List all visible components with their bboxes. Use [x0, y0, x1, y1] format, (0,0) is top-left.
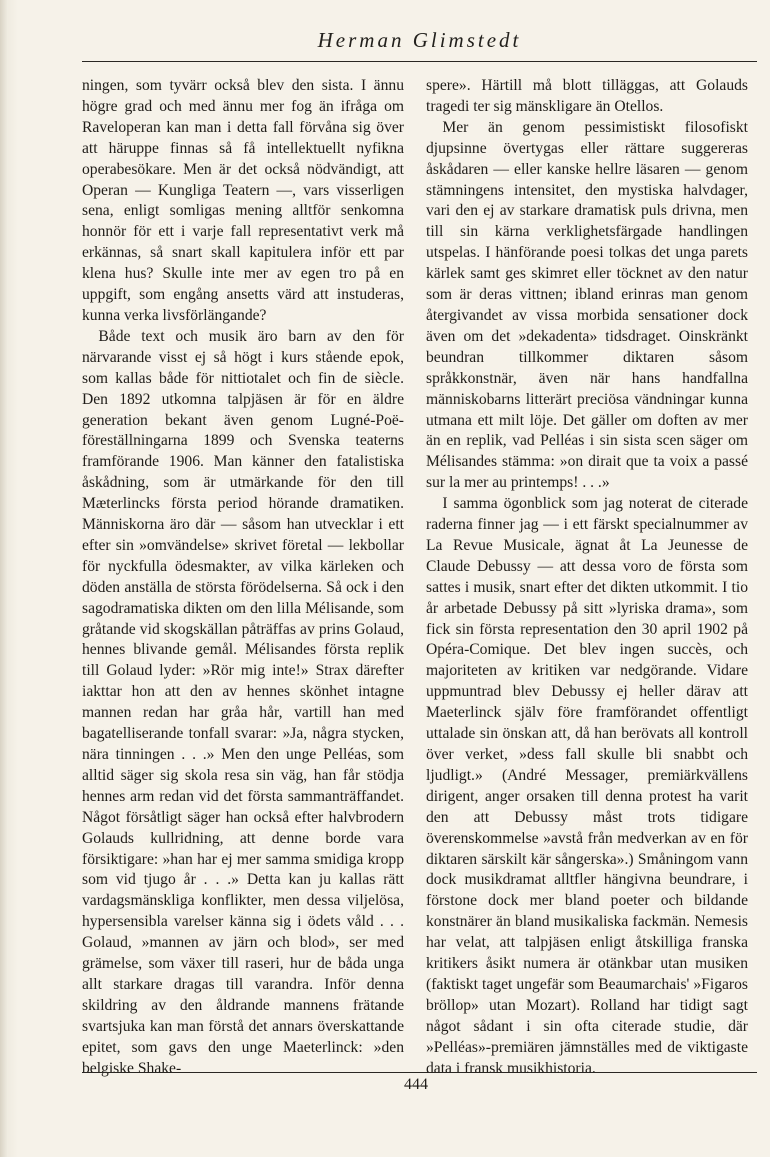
header-rule: [82, 61, 757, 62]
page-gutter-shadow: [0, 0, 8, 1157]
paragraph: Både text och musik äro barn av den för närvarande visst ej så högt i kurs stående epok, som kallas både för nittiotalet och fin de siècle. Den 1892 utkomna talpjäsen är för en äldre generation bekant även genom Lugné-Poë-föreställningarna 1899 och Svenska teaterns framförande 1906. Man känner den fatalistiska åskådning, som är utmärkande för den till Mæterlincks första period hörande dramatiken. Människorna äro där — såsom han utvecklar i ett efter sin »omvändelse» skrivet företal — lekbollar för nyckfulla ödesmakter, av vilka kärleken och döden anställa de största förödelserna. Så ock i den sagodramatiska dikten om den lilla Mélisande, som gråtande vid skogskällan påträffas av prins Golaud, hennes blivande gemål. Mélisandes första replik till Golaud lyder: »Rör mig inte!» Strax därefter iakttar hon att den av hennes skönhet intagne mannen redan har gråa hår, vartill han med bagatelliserande tonfall svarar: »Ja, några stycken, nära tinningen . . .» Men den unge Pelléas, som alltid säger sig skola resa sin väg, han får stödja hennes arm redan vid det första sammanträffandet. Något försåtligt säger han också efter halvbrodern Golauds kullridning, att denne borde vara försiktigare: »han har ej mer samma smidiga kropp som vid tjugo år . . .» Detta kan ju kallas rätt vardagsmänskliga konflikter, men dessa viljelösa, hypersensibla varelser känna sig i ödets våld . . . Golaud, »mannen av järn och blod», ser med grämelse, som växer till raseri, hur de båda unga allt starkare dragas till varandra. Inför denna skildring av den åldrande mannens frätande svartsjuka kan man förstå det annars överskattande epitet, som gavs den unge Maeterlinck: »den belgiske Shake-: [82, 327, 404, 1077]
paragraph: I samma ögonblick som jag noterat de citerade raderna finner jag — i ett färskt specialnummer av La Revue Musicale, ägnat åt La Jeunesse de Claude Debussy — att dessa voro de första som sattes i musik, snart efter det dikten utkommit. I tio år arbetade Debussy på sitt »lyriska drama», som fick sin första representation den 30 april 1902 på Opéra-Comique. Det blev ingen succès, och majoriteten av kritiken var nedgörande. Vidare uppmuntrad blev Debussy ej heller därav att Maeterlinck själv före framförandet offentligt uttalade sin önskan att, då han berövats all kontroll över verket, »dess fall skulle bli snabbt och ljudligt.» (André Messager, premiärkvällens dirigent, anger orsaken till denna protest ha varit den att Debussy måst trots tidigare överenskommelse »avstå från medverkan av en för diktaren särskilt kär sångerska».) Småningom vann dock musikdramat alltfler hängivna beundrare, i förstone dock mer bland poeter och bildande konstnärer än bland musikaliska fackmän. Nemesis har velat, att talpjäsen enligt åtskilliga franska kritikers åsikt numera är otänkbar utan musiken (faktiskt taget ungefär som Beaumarchais' »Figaros bröllop» utan Mozart). Rolland har tidigt sagt något sådant i sin ofta citerade studie, där »Pelléas»-premiären jämnställes med de viktigaste data i fransk musikhistoria.: [426, 495, 748, 1077]
right-text-column: [426, 76, 748, 1080]
left-text-column: [82, 76, 404, 1080]
running-head-title: Herman Glimstedt: [317, 28, 522, 52]
footer-rule: [82, 1072, 757, 1073]
paragraph: Mer än genom pessimistiskt filosofiskt djupsinne övertygas eller rättare suggereras åskådaren — eller kanske hellre läsaren — genom stämningens intensitet, den mystiska halvdager, vari den ej av starkare dramatisk puls drivna, men till sin kärna verklighetsfärgade handlingen utspelas. I hänförande poesi tolkas det unga parets kärlek samt ges skimret eller töcknet av den natur som är deras vittnen; ibland erinras man genom återgivandet av vissa morbida sensationer dock även om det »dekadenta» tidsdraget. Oinskränkt beundran tillkommer diktaren såsom språkkonstnär, även när hans handfallna människobarns litterärt preciösa vändningar kunna utmana ett milt löje. Det gäller om doften av mer än en replik, vad Pelléas i sin sista scen säger om Mélisandes stämma: »on dirait que ta voix a passé sur la mer au printemps! . . .»: [426, 118, 748, 492]
paragraph: spere». Härtill må blott tilläggas, att Golauds tragedi ter sig mänskligare än Otellos.: [426, 77, 748, 115]
paragraph: ningen, som tyvärr också blev den sista. I ännu högre grad och med ännu mer fog än ifråga om Raveloperan kan man i detta fall förvåna sig över att häruppe finnas så få intellektuellt nyfikna operabesökare. Men är det också nödvändigt, att Operan — Kungliga Teatern —, vars visserligen sena, enligt somligas mening alltför senkomna honnör för ett i varje fall representativt verk må erkännas, så snart skall kapitulera inför ett par klena hus? Skulle inte mer av egen tro på en uppgift, som engång ansetts värd att instuderas, kunna verka livsförlängande?: [82, 77, 404, 324]
page-number: 444: [404, 1076, 428, 1093]
